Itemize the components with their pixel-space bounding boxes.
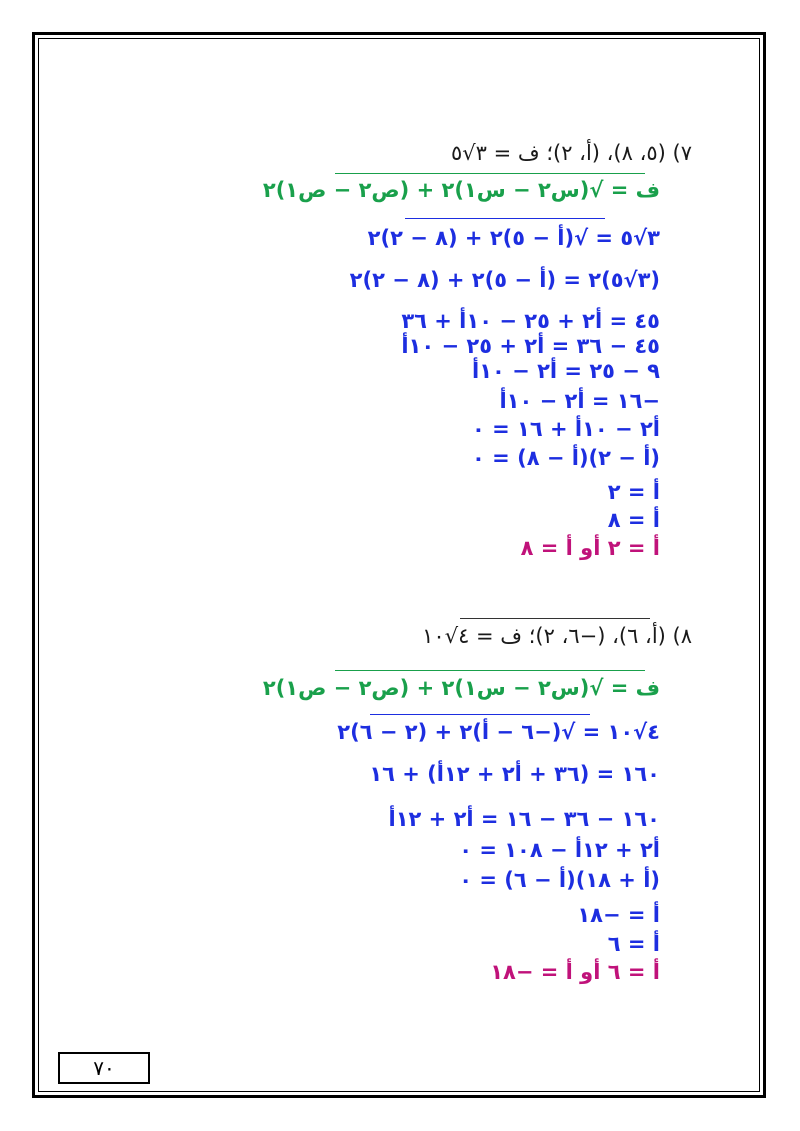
problem-7-step: أ٢ − ١٠أ + ١٦ = ٠ [472,417,660,441]
radical-bar [460,618,650,619]
problem-7-step: ف = √(س٢ − س١)٢ + (ص٢ − ص١)٢ [262,178,660,202]
problem-7-step: ٩ − ٢٥ = أ٢ − ١٠أ [472,359,660,383]
radical-bar [370,714,590,715]
problem-7-step: أ = ٨ [607,508,660,532]
radical-bar [335,670,645,671]
problem-7-statement: ٧) (٥، ٨)، (أ، ٢)؛ ف = ٣√٥ [451,141,692,165]
page-number: ٧٠ [58,1052,150,1084]
problem-8-answer: أ = ٦ أو أ = −١٨ [490,960,660,984]
problem-7-answer: أ = ٢ أو أ = ٨ [520,536,660,560]
problem-7-step: −١٦ = أ٢ − ١٠أ [499,389,660,413]
problem-7-step: ٤٥ − ٣٦ = أ٢ + ٢٥ − ١٠أ [401,334,660,358]
problem-7-step: (٣√٥)٢ = (أ − ٥)٢ + (٨ − ٢)٢ [349,268,660,292]
problem-7-step: ٤٥ = أ٢ + ٢٥ − ١٠أ + ٣٦ [401,309,660,333]
problem-8-step: (أ + ١٨)(أ − ٦) = ٠ [459,868,660,892]
problem-7-step: ٣√٥ = √(أ − ٥)٢ + (٨ − ٢)٢ [367,226,660,250]
problem-8-step: ف = √(س٢ − س١)٢ + (ص٢ − ص١)٢ [262,676,660,700]
problem-8-step: ١٦٠ − ٣٦ − ١٦ = أ٢ + ١٢أ [388,807,660,831]
problem-7-step: (أ − ٢)(أ − ٨) = ٠ [472,446,660,470]
problem-8-step: أ = ٦ [607,932,660,956]
problem-8-step: أ = −١٨ [577,903,660,927]
problem-8-step: ٤√١٠ = √(−٦ − أ)٢ + (٢ − ٦)٢ [337,720,660,744]
problem-8-statement: ٨) (أ، ٦)، (−٦، ٢)؛ ف = ٤√١٠ [422,624,692,648]
radical-bar [405,218,605,219]
problem-7-step: أ = ٢ [607,480,660,504]
problem-8-step: أ٢ + ١٢أ − ١٠٨ = ٠ [459,838,660,862]
problem-8-step: ١٦٠ = (٣٦ + أ٢ + ١٢أ) + ١٦ [369,762,660,786]
radical-bar [335,173,645,174]
